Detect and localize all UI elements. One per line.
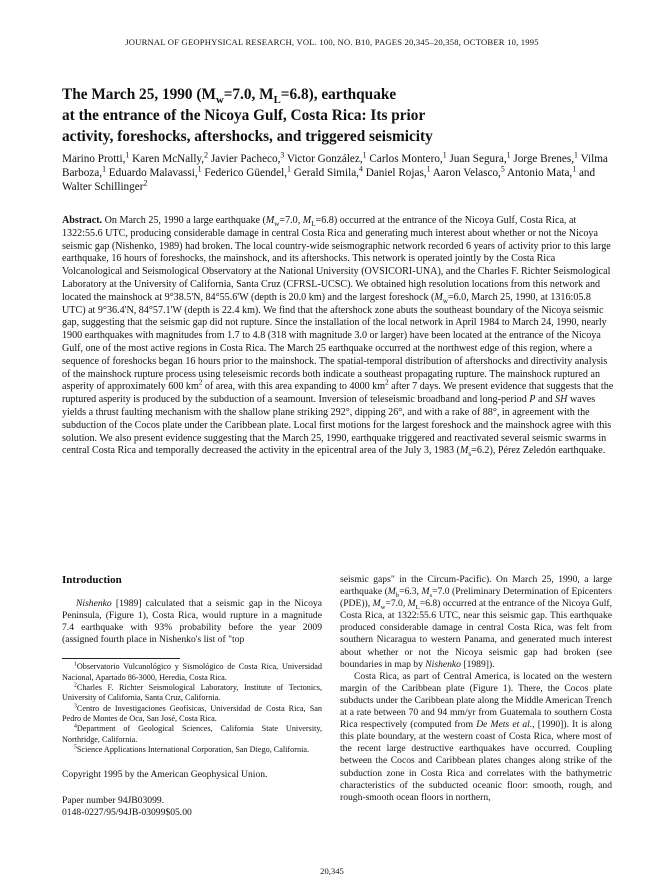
paper-number: Paper number 94JB03099. [62,795,165,807]
author-affiliation-mark: 3 [280,150,285,160]
author-name: Eduardo Malavassi, [108,167,198,179]
abstract-subscript: w [274,220,280,229]
title-line: activity, foreshocks, aftershocks, and triggered seismicity [62,128,433,145]
abstract-text: =6.8) occurred at the entrance of the Nicoya Gulf, Costa Rica, at 1322:55.6 UTC, producing considerable damage in central Costa Rica and generating much interest about whether or not the Nicoya seismic gap (Nishenko, 1989) had broken. The local country-wide seismographic network recorded 6 years of activity prior to this large earthquake, 16 hours of foreshocks, the mainshock, and its aftershocks. This network is operated jointly by the Costa Rica Volcanological and Seismological Observatory at the National University (OVSICORI-UNA), and the Charles F. Richter Seismological Laboratory at the University of California, Santa Cruz (CFRSL-UCSC). We obtained high resolution locations from this network and located the mainshock at 9°38.5'N, 84°55.6'W (depth is 20.0 km) and the largest foreshock ( [62,215,611,303]
footnote-number: 4 [74,723,77,730]
author-affiliation-mark: 1 [287,164,291,174]
paragraph-text: =7.0, [385,598,408,610]
footnote-number: 1 [74,661,77,668]
author-name: Karen McNally, [132,153,205,165]
author-affiliation-mark: 1 [102,164,106,174]
author-entry [513,150,578,165]
magnitude-symbol: M [407,598,416,610]
magnitude-symbol: M [372,598,381,610]
abstract-label: Abstract. [62,215,103,226]
magnitude-subscript: L [415,604,420,612]
author-name: Federico Güendel, [204,167,288,179]
abstract-symbol: M [434,291,443,303]
author-entry [286,150,367,165]
affiliation-footnote [62,683,322,704]
copyright-notice: Copyright 1995 by the American Geophysical Union. [62,769,268,781]
footnote-number: 5 [74,744,77,751]
author-entry [62,150,130,165]
abstract-symbol: M [265,215,275,226]
paragraph-text: =6.8) occurred at the entrance of the Nicoya Gulf, Costa Rica, at 1322:55.6 UTC, near this seismic gap. This earthquake produced considerable damage in central Costa Rica, was felt from southern Nicaragua to western Panama, and generated much interest about whether or not the Nicoya seismic gap had broken (see boundaries in map by [340,598,613,670]
citation-author: Nishenko [76,598,112,610]
abstract-subscript: L [311,220,316,229]
title-part: The March 25, 1990 (M [62,86,216,103]
author-affiliation-mark: 1 [506,150,511,160]
author-name: Victor González, [286,153,363,165]
magnitude-symbol: M [387,586,396,598]
author-name: Marino Protti, [62,153,126,165]
abstract-text: =6.2), Pérez Zeledón earthquake. [471,445,606,457]
title-part: =6.8), earthquake [280,86,397,103]
abstract-superscript: 2 [198,379,203,387]
abstract-subscript: w [442,296,448,305]
paragraph-text: Costa Rica, as part of Central America, is located on the western margin of the Caribbean plate (Figure 1). There, the Cocos plate subducts under the Caribbean plate along the Middle American Trench at a rate between 70 and 94 mm/yr from Guatemala to southern Costa Rica respectively (computed from [340,670,612,731]
abstract-text: of area, with this area expanding to 4000 km [202,381,386,393]
author-affiliation-mark: 1 [442,150,447,160]
affiliation-footnote [62,745,322,755]
footnote-number: 2 [74,682,77,689]
abstract-text: =6.0, March 25, 1990, at 1316:05.8 UTC) at 9°36.4'N, 84°57.1'W (depth is 22.4 km). We find that the aftershock zone abuts the southeast boundary of the Nicoya seismic gap, suggesting that the seismic gap did not rupture. Since the installation of the local network in April 1984 to March 24, 1990, nearly 1900 earthquakes with magnitudes from 1.7 to 4.8 (318 with magnitude 3.0 or larger) have been located at the entrance of the Nicoya Gulf, one of the most active regions in Costa Rica. The March 25 earthquake occurred at the northwest edge of this region, where a sequence of foreshocks began 16 hours prior to the mainshock. The spatial-temporal distribution of aftershocks and directivity analysis of the mainshock rupture process using teleseismic records both indicate a southeast propagating rupture. The mainshock ruptured an asperity of approximately 600 km [62,291,608,393]
author-name: Jorge Brenes, [513,153,575,165]
author-affiliation-mark: 2 [143,178,148,188]
abstract-text: =7.0, [279,215,303,226]
author-name: Daniel Rojas, [365,167,427,179]
paragraph-text: [1989] calculated that a seismic gap in the Nicoya Peninsula, (Figure 1), Costa Rica, would rupture in a magnitude 7.4 earthquake with 93% probability before the year 2009 (assigned fourth place in Nishenko's list of "top [62,598,322,646]
journal-header: JOURNAL OF GEOPHYSICAL RESEARCH, VOL. 100, NO. B10, PAGES 20,345–20,358, OCTOBER 10, 1995 [125,37,539,47]
footnote-text: Centro de Investigaciones Geofísicas, Universidad de Costa Rica, San Pedro de Montes de Oca, San José, Costa Rica. [62,703,322,723]
paragraph-text: , [1990]). It is along this plate boundary, at the western coast of Costa Rica, where most of the recent large destructive earthquakes have occurred. Coupling between the Cocos and Caribbean plates changes along strike of the subduction zone in Costa Rica and correlates with the bathymetric characteristics of the subducted oceanic floor: smooth, rough, and rough-smooth ocean floors in northern, [340,719,612,803]
author-entry [369,150,447,165]
citation-author: Nishenko [425,658,461,670]
title-subscript: w [215,94,224,107]
abstract-symbol: SH [555,394,568,406]
author-affiliation-mark: 5 [500,164,505,174]
author-affiliation-mark: 1 [572,164,577,174]
footnote-text: Department of Geological Sciences, California State University, Northridge, California. [62,724,322,744]
author-entry [293,164,363,179]
title-subscript: L [273,94,281,107]
footnote-text: Science Applications International Corporation, San Diego, California. [76,744,310,754]
author-entry [506,164,577,179]
body-paragraph [340,671,612,804]
author-name: Gerald Simila, [293,167,359,179]
author-affiliation-mark: 2 [204,150,209,160]
paper-identifier [62,795,322,819]
affiliation-footnotes [62,662,322,755]
author-name: Juan Segura, [449,153,507,165]
intro-paragraph [62,598,322,646]
magnitude-symbol: M [421,586,430,598]
author-affiliation-mark: 1 [362,150,367,160]
title-part: =7.0, M [223,86,274,103]
page-number: 20,345 [320,866,344,876]
footnote-divider [62,658,180,659]
paragraph-text: [1989]). [460,658,495,670]
abstract-superscript: 2 [385,379,389,387]
author-name: Javier Pacheco, [210,153,281,165]
footnote-text: Charles F. Richter Seismological Laboratory, Institute of Tectonics, University of California, Santa Cruz, California. [62,683,322,703]
paragraph-text: =7.0 (Preliminary Determination of Epicenters (PDE)), [340,586,612,610]
author-name: Antonio Mata, [506,167,573,179]
author-affiliation-mark: 1 [426,164,431,174]
section-heading-introduction: Introduction [62,574,122,586]
footnote-number: 3 [74,702,77,709]
abstract-text: waves yields a thrust faulting mechanism with the shallow plane striking 292°, dipping 26°, and with a rake of 88°, in agreement with the subduction of the Cocos plate under the Caribbean plate. Local first motions for the largest foreshock and the mainshock agree with this solution. We also present evidence suggesting that the March 25, 1990, earthquake triggered and reactivated several seismic swarms in central Costa Rica and temporally decreased the activity in the epicentral area of the July 3, 1983 ( [62,394,612,457]
left-column [62,574,322,819]
author-affiliation-mark: 1 [125,150,130,160]
body-paragraph [340,574,612,671]
abstract-subscript: s [468,450,472,459]
magnitude-subscript: s [429,592,433,599]
author-name: Vilma Barboza, [62,153,608,179]
author-affiliation-mark: 1 [197,164,202,174]
citation-author: De Mets et al. [476,719,533,731]
affiliation-footnote [62,704,322,725]
right-column [340,574,612,804]
author-name: Carlos Montero, [369,153,443,165]
author-entry [132,150,209,165]
author-affiliation-mark: 4 [358,164,363,174]
author-entry [108,164,202,179]
paragraph-text: seismic gaps" in the Circum-Pacific). On March 25, 1990, a large earthquake ( [340,574,612,598]
author-name: and Walter Schillinger [62,167,596,193]
abstract-symbol: P [529,394,536,406]
title-line: at the entrance of the Nicoya Gulf, Costa Rica: Its prior [62,107,426,124]
magnitude-subscript: w [380,604,386,612]
author-entry [449,150,511,165]
author-list [62,152,622,194]
footnote-text: Observatorio Vulcanológico y Sismológico de Costa Rica, Universidad Nacional, Apartado 86-3000, Heredia, Costa Rica. [62,662,322,682]
abstract-symbol: M [302,215,312,226]
affiliation-footnote [62,662,322,683]
author-entry [365,164,431,179]
abstract-text: On March 25, 1990 a large earthquake ( [102,215,266,226]
author-affiliation-mark: 1 [574,150,578,160]
abstract [62,215,614,458]
abstract-symbol: M [460,445,469,457]
author-entry [432,164,505,179]
issn-code: 0148-0227/95/94JB-03099$05.00 [62,807,192,819]
paragraph-text: =6.3, [399,586,422,598]
author-entry [204,164,291,179]
author-entry [210,150,285,165]
paper-title [62,84,622,147]
magnitude-subscript: b [395,592,400,599]
author-name: Aaron Velasco, [432,167,501,179]
abstract-text: and [535,394,556,406]
affiliation-footnote [62,724,322,745]
abstract-text: after 7 days. We present evidence that suggests that the ruptured asperity is produced by the subduction of a seamount. Inversion of teleseismic broadband and long-period [62,381,614,406]
